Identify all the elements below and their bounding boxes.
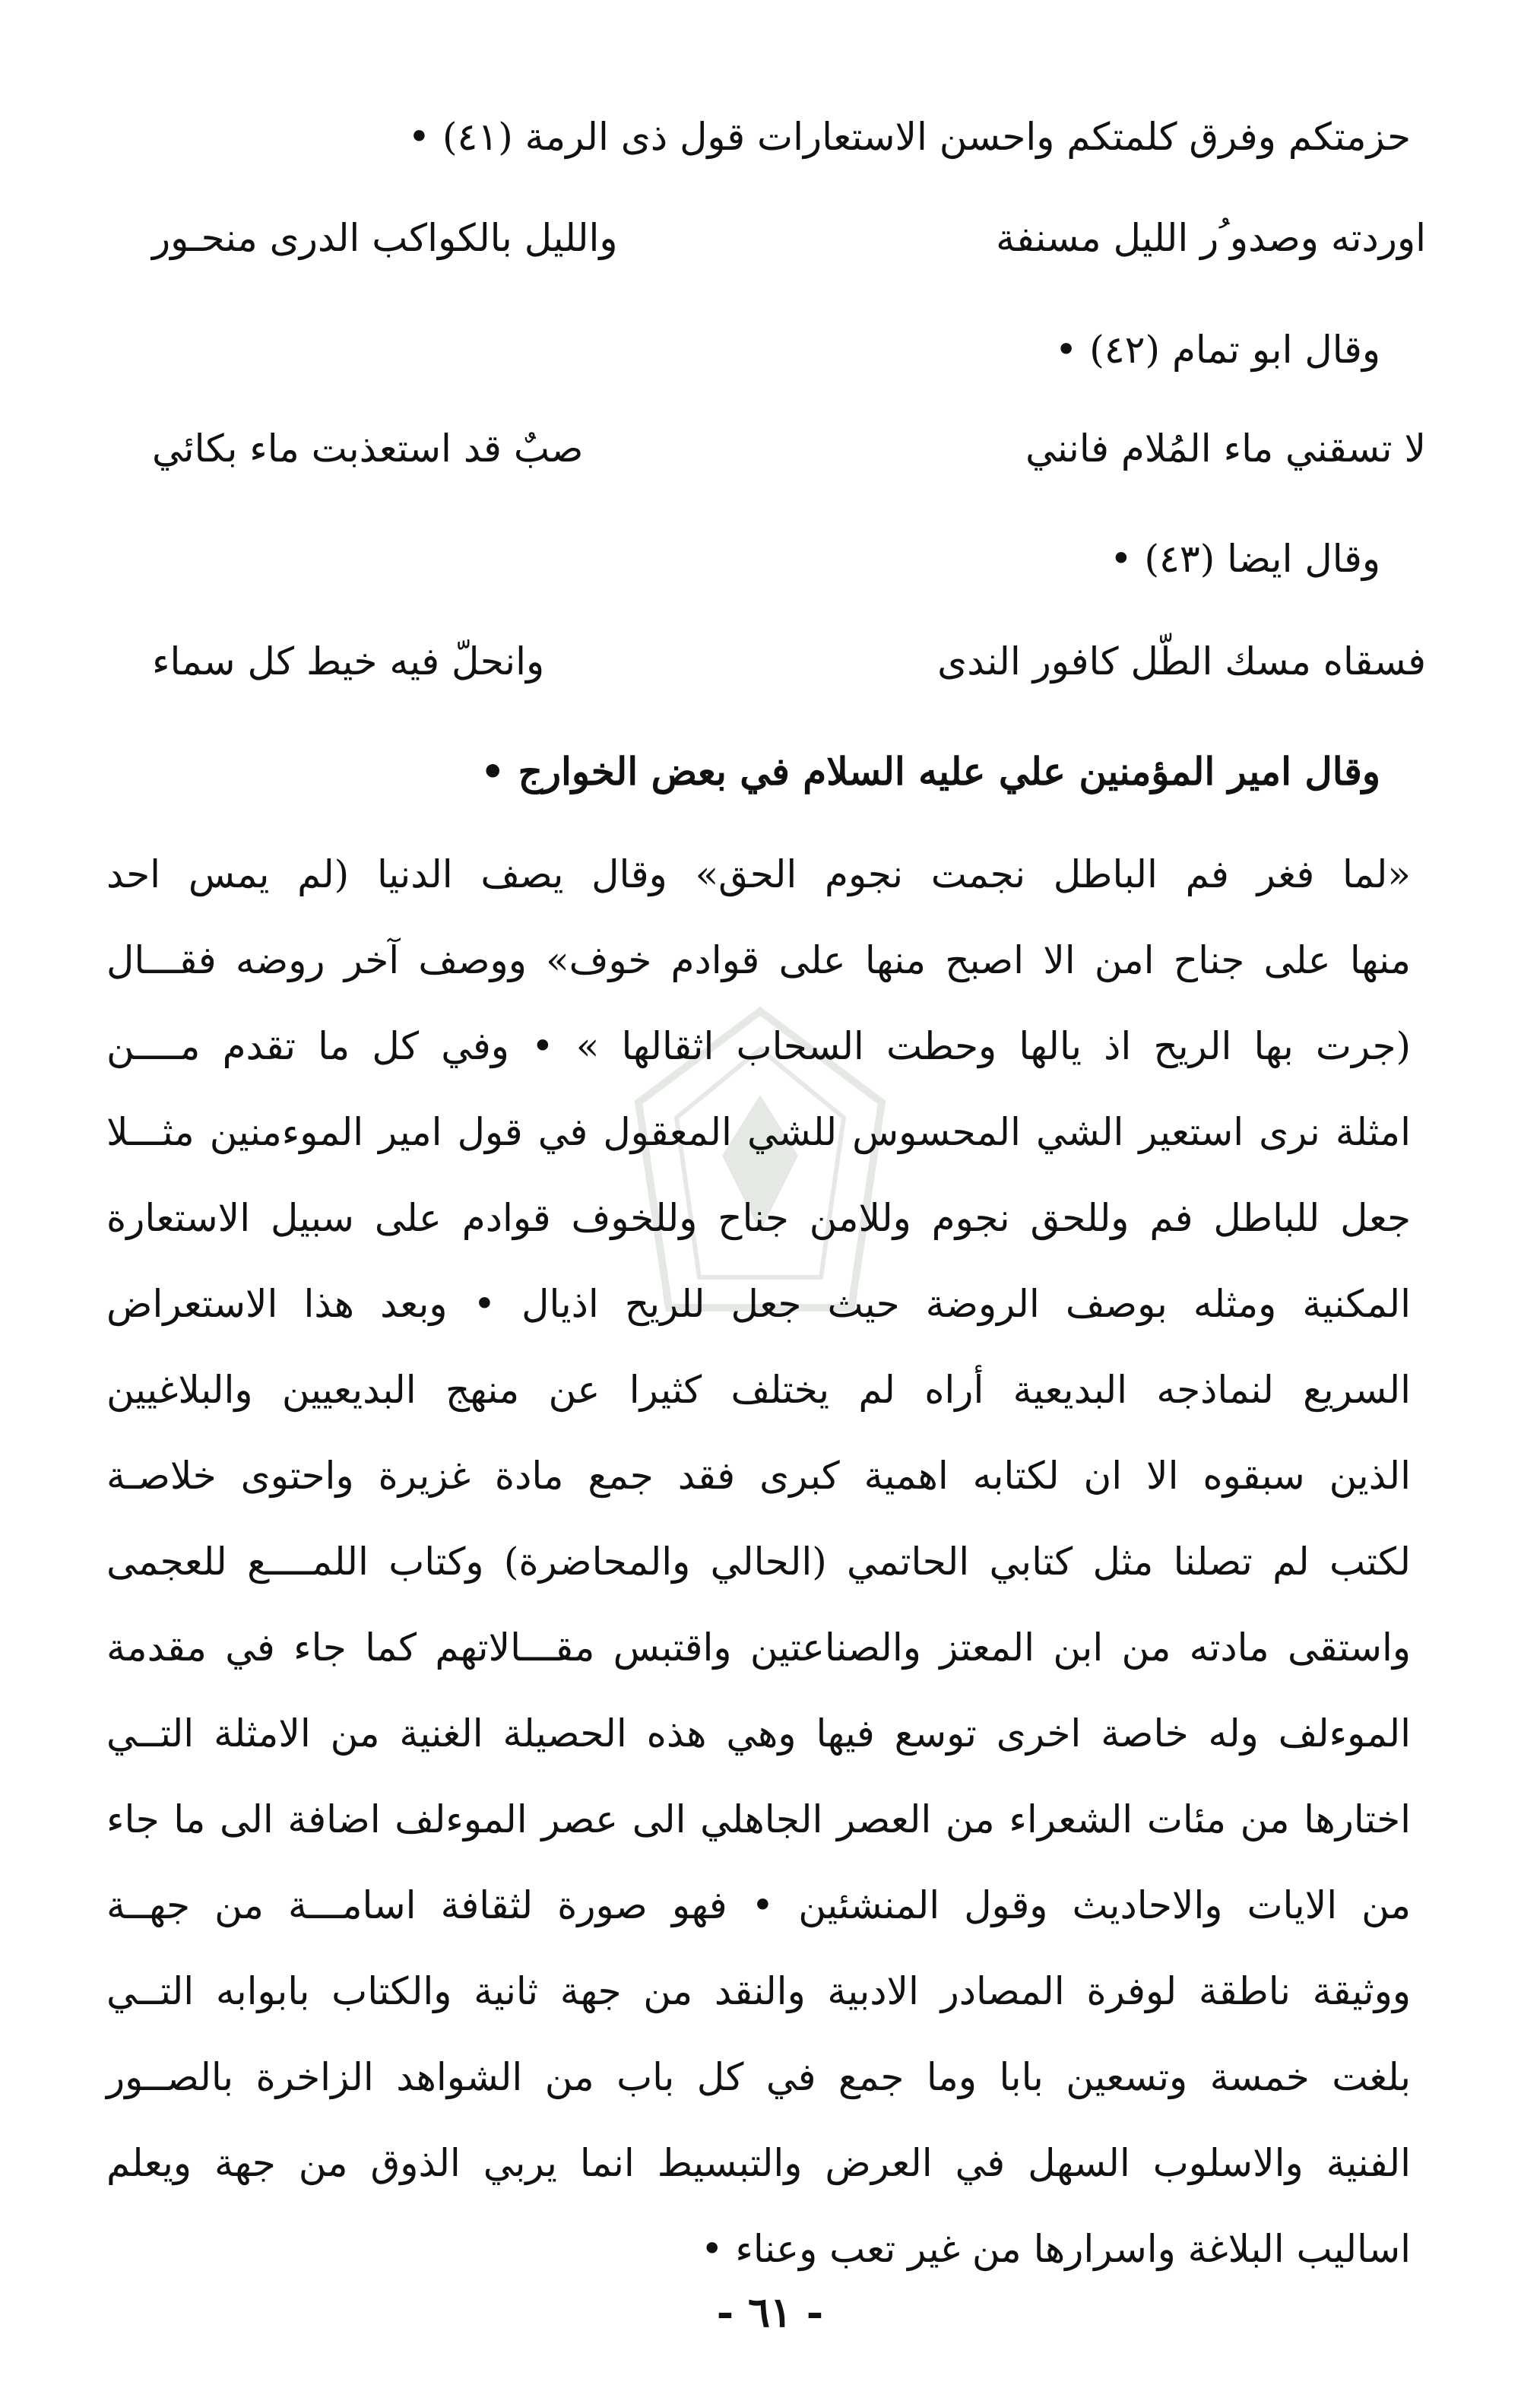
- paragraph-line-3: (جرت بها الريح اذ يالها وحطت السحاب اثقالها » • وفي كل ما تقدم مــــن: [106, 1024, 1411, 1068]
- page-number: - ٦١ -: [716, 2288, 824, 2336]
- paragraph-line-7: السريع لنماذجه البديعية أراه لم يختلف كثيرا عن منهج البديعيين والبلاغيين: [106, 1368, 1411, 1412]
- ali-intro-line: وقال امير المؤمنين علي عليه السلام في بعض الخوارج •: [480, 749, 1380, 794]
- attribution-also: وقال ايضا (٤٣) •: [1110, 537, 1380, 581]
- verse-2-first-hemistich: لا تسقني ماء المُلام فانني: [1025, 427, 1426, 471]
- intro-line: حزمتكم وفرق كلمتكم واحسن الاستعارات قول ذى الرمة (٤١) •: [407, 115, 1411, 159]
- paragraph-line-13: من الايات والاحاديث وقول المنشئين • فهو صورة لثقافة اسامـــة من جهــة: [106, 1883, 1411, 1927]
- verse-1-second-hemistich: والليل بالكواكب الدرى منحـور: [152, 216, 618, 260]
- paragraph-line-12: اختارها من مئات الشعراء من العصر الجاهلي الى عصر الموءلف اضافة الى ما جاء: [106, 1797, 1411, 1841]
- verse-2-second-hemistich: صبٌ قد استعذبت ماء بكائي: [152, 427, 584, 471]
- paragraph-line-15: بلغت خمسة وتسعين بابا وما جمع في كل باب من الشواهد الزاخرة بالصــور: [106, 2055, 1411, 2099]
- paragraph-line-4: امثلة نرى استعير الشي المحسوس للشي المعقول في قول امير الموءمنين مثـــلا: [106, 1110, 1411, 1154]
- attribution-abu-tammam: وقال ابو تمام (٤٢) •: [1054, 328, 1380, 372]
- closing-line: اساليب البلاغة واسرارها من غير تعب وعناء •: [701, 2227, 1411, 2271]
- paragraph-line-14: ووثيقة ناطقة لوفرة المصادر الادبية والنقد من جهة ثانية والكتاب بابوابه التــي: [106, 1969, 1411, 2013]
- paragraph-line-5: جعل للباطل فم وللحق نجوم وللامن جناح وللخوف قوادم على سبيل الاستعارة: [106, 1196, 1411, 1240]
- verse-1-first-hemistich: اوردته وصدو ُر الليل مسنفة: [996, 216, 1426, 260]
- paragraph-line-10: واستقى مادته من ابن المعتز والصناعتين واقتبس مقـــالاتهم كما جاء في مقدمة: [106, 1626, 1411, 1670]
- paragraph-line-16: الفنية والاسلوب السهل في العرض والتبسيط انما يربي الذوق من جهة ويعلم: [106, 2141, 1411, 2185]
- paragraph-line-8: الذين سبقوه الا ان لكتابه اهمية كبرى فقد جمع مادة غزيرة واحتوى خلاصـة: [106, 1454, 1411, 1498]
- paragraph-line-9: لكتب لم تصلنا مثل كتابي الحاتمي (الحالي والمحاضرة) وكتاب اللمــــع للعجمى: [106, 1540, 1411, 1584]
- verse-2: [152, 414, 1426, 483]
- verse-3: [152, 627, 1426, 696]
- verse-1: [152, 204, 1426, 272]
- paragraph-line-1: «لما فغر فم الباطل نجمت نجوم الحق» وقال يصف الدنيا (لم يمس احد: [106, 852, 1411, 896]
- verse-3-first-hemistich: فسقاه مسك الطّل كافور الندى: [937, 639, 1426, 684]
- verse-3-second-hemistich: وانحلّ فيه خيط كل سماء: [152, 639, 545, 684]
- paragraph-line-2: منها على جناح امن الا اصبح منها على قوادم خوف» ووصف آخر روضه فقـــال: [106, 938, 1411, 982]
- paragraph-line-11: الموءلف وله خاصة اخرى توسع فيها وهي هذه الحصيلة الغنية من الامثلة التــي: [106, 1711, 1411, 1756]
- paragraph-line-6: المكنية ومثله بوصف الروضة حيث جعل للريح اذيال • وبعد هذا الاستعراض: [106, 1282, 1411, 1326]
